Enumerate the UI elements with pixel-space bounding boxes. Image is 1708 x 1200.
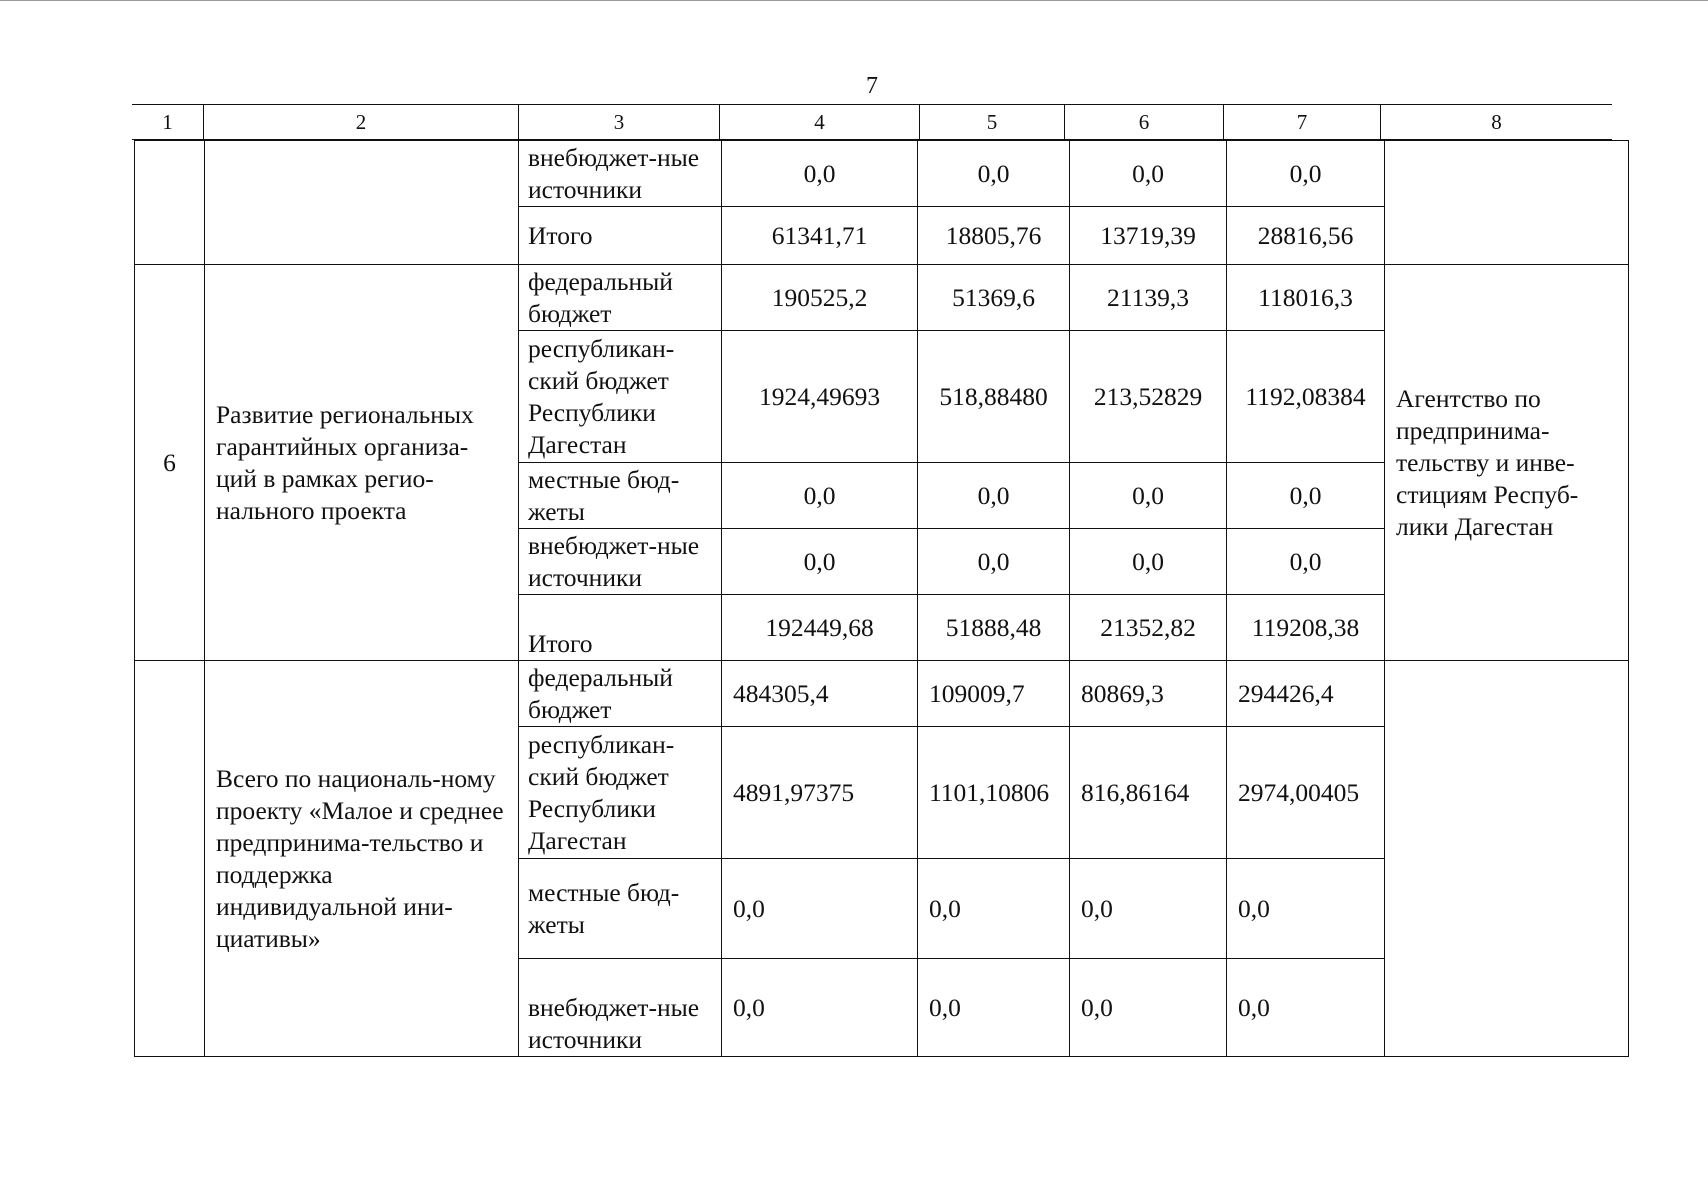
value-cell: 0,0	[1070, 859, 1227, 959]
header-col-6: 6	[1064, 105, 1223, 139]
responsible-cell: Агентство по предпринима-тельству и инве-стициям Респуб-лики Дагестан	[1385, 265, 1629, 661]
value-cell: 21139,3	[1070, 265, 1227, 331]
table-row	[135, 661, 1629, 727]
value-cell: 190525,2	[722, 265, 918, 331]
total-value-cell: 61341,71	[722, 207, 918, 265]
funding-source-cell: местные бюд-жеты	[519, 859, 722, 959]
header-col-8: 8	[1380, 105, 1612, 139]
total-value-cell: 21352,82	[1070, 595, 1227, 661]
budget-table	[134, 140, 1629, 1057]
responsible-cell	[1385, 661, 1629, 1057]
value-cell: 0,0	[1227, 463, 1385, 529]
value-cell: 213,52829	[1070, 331, 1227, 463]
activity-name-cell: Всего по националь-ному проекту «Малое и среднее предпринима-тельство и поддержка индивидуальной ини-циативы»	[205, 661, 519, 1057]
row-number-cell	[135, 141, 205, 265]
value-cell: 294426,4	[1227, 661, 1385, 727]
page-top-edge	[0, 0, 1708, 1]
value-cell: 518,88480	[918, 331, 1070, 463]
value-cell: 484305,4	[722, 661, 918, 727]
header-col-3: 3	[518, 105, 719, 139]
value-cell: 80869,3	[1070, 661, 1227, 727]
value-cell: 816,86164	[1070, 727, 1227, 859]
value-cell: 51369,6	[918, 265, 1070, 331]
value-cell: 0,0	[1070, 463, 1227, 529]
total-value-cell: 119208,38	[1227, 595, 1385, 661]
page-number: 7	[866, 73, 878, 99]
value-cell: 0,0	[722, 529, 918, 595]
row-number-cell: 6	[135, 265, 205, 661]
activity-name-cell	[205, 141, 519, 265]
value-cell: 2974,00405	[1227, 727, 1385, 859]
value-cell: 1101,10806	[918, 727, 1070, 859]
funding-source-cell: внебюджет-ные источники	[519, 529, 722, 595]
funding-source-cell: федеральный бюджет	[519, 265, 722, 331]
funding-source-cell: внебюджет-ные источники	[519, 141, 722, 207]
row-number-cell	[135, 661, 205, 1057]
value-cell: 4891,97375	[722, 727, 918, 859]
responsible-cell	[1385, 141, 1629, 265]
value-cell: 0,0	[1070, 959, 1227, 1057]
header-col-4: 4	[719, 105, 919, 139]
value-cell: 1192,08384	[1227, 331, 1385, 463]
value-cell: 0,0	[722, 859, 918, 959]
funding-source-cell: внебюджет-ные источники	[519, 959, 722, 1057]
funding-source-cell: федеральный бюджет	[519, 661, 722, 727]
total-value-cell: 28816,56	[1227, 207, 1385, 265]
value-cell: 0,0	[1070, 529, 1227, 595]
table-row	[135, 141, 1629, 207]
value-cell: 0,0	[1070, 141, 1227, 207]
funding-source-cell: местные бюд-жеты	[519, 463, 722, 529]
value-cell: 0,0	[722, 463, 918, 529]
value-cell: 0,0	[1227, 959, 1385, 1057]
funding-source-cell: Итого	[519, 595, 722, 661]
value-cell: 0,0	[722, 959, 918, 1057]
value-cell: 0,0	[722, 141, 918, 207]
value-cell: 0,0	[918, 859, 1070, 959]
column-number-header	[132, 104, 1612, 140]
value-cell: 0,0	[918, 463, 1070, 529]
total-value-cell: 13719,39	[1070, 207, 1227, 265]
value-cell: 109009,7	[918, 661, 1070, 727]
value-cell: 0,0	[1227, 141, 1385, 207]
funding-source-cell: республикан-ский бюджет Республики Дагестан	[519, 727, 722, 859]
value-cell: 0,0	[1227, 859, 1385, 959]
total-value-cell: 18805,76	[918, 207, 1070, 265]
activity-name-cell: Развитие региональных гарантийных организа-ций в рамках регио-нального проекта	[205, 265, 519, 661]
total-value-cell: 51888,48	[918, 595, 1070, 661]
funding-source-cell: Итого	[519, 207, 722, 265]
header-col-1: 1	[162, 110, 173, 134]
value-cell: 118016,3	[1227, 265, 1385, 331]
header-col-5: 5	[919, 105, 1064, 139]
value-cell: 1924,49693	[722, 331, 918, 463]
total-value-cell: 192449,68	[722, 595, 918, 661]
value-cell: 0,0	[1227, 529, 1385, 595]
value-cell: 0,0	[918, 141, 1070, 207]
header-col-7: 7	[1223, 105, 1380, 139]
header-col-2: 2	[203, 105, 518, 139]
value-cell: 0,0	[918, 959, 1070, 1057]
value-cell: 0,0	[918, 529, 1070, 595]
funding-source-cell: республикан-ский бюджет Республики Дагестан	[519, 331, 722, 463]
table-row	[135, 265, 1629, 331]
